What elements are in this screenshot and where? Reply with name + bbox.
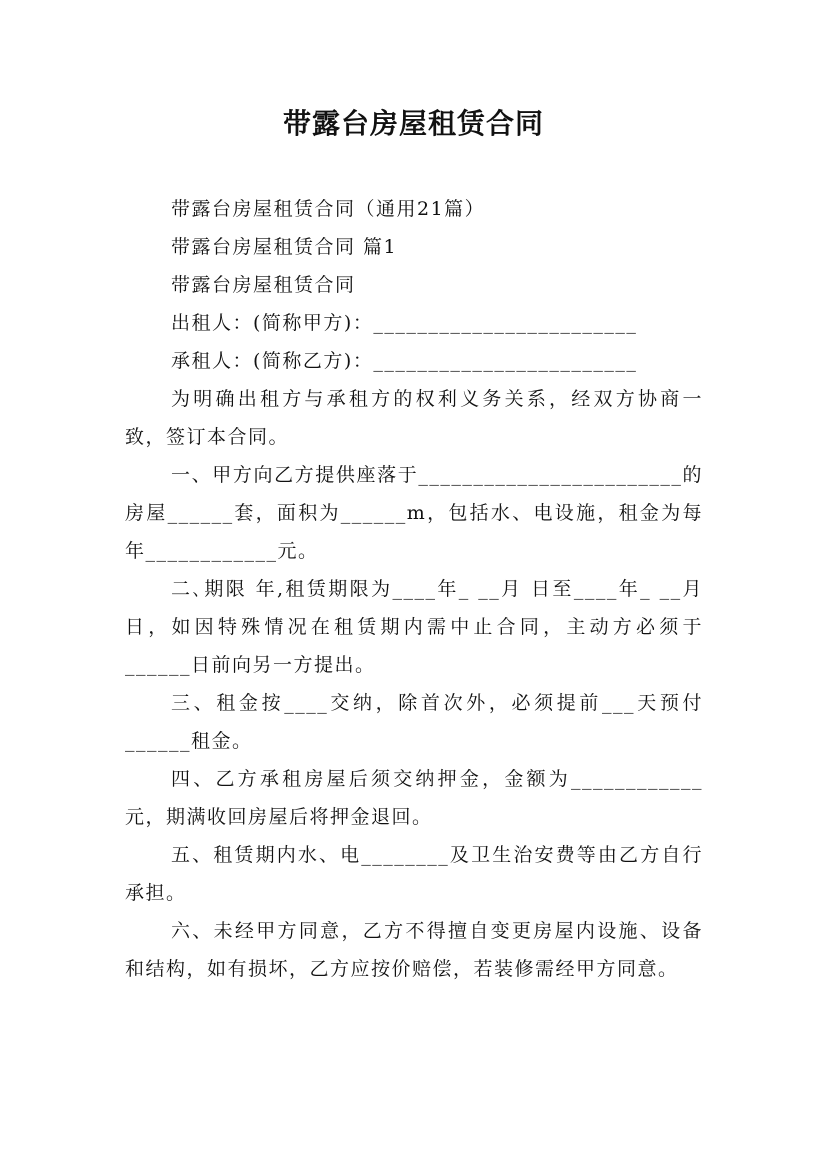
document-body [125,190,703,988]
contract-name-line: 带露台房屋租赁合同 [171,274,356,296]
clause-1-paragraph: 一、甲方向乙方提供座落于________________________的房屋______套，面积为______m，包括水、电设施，租金为每年____________元。 [125,464,703,562]
section-heading: 带露台房屋租赁合同 篇1 [171,236,398,258]
intro-paragraph: 为明确出租方与承租方的权利义务关系，经双方协商一致，签订本合同。 [125,388,703,448]
lessor-line: 出租人：(简称甲方)：________________________ [171,312,638,334]
document-title: 带露台房屋租赁合同 [282,107,544,140]
lessee-line: 承租人：(简称乙方)：________________________ [171,350,638,372]
clause-6-paragraph: 六、未经甲方同意，乙方不得擅自变更房屋内设施、设备和结构，如有损坏，乙方应按价赔偿，若装修需经甲方同意。 [125,920,703,980]
heading-line: 带露台房屋租赁合同（通用21篇） [171,198,486,220]
clause-2-paragraph: 二､期限 年,租赁期限为____年_ __月 日至____年_ __月 日，如因特殊情况在租赁期内需中止合同，主动方必须于______日前向另一方提出。 [125,578,703,676]
clause-3-paragraph: 三、租金按____交纳，除首次外，必须提前___天预付______租金。 [125,692,703,752]
clause-5-paragraph: 五、租赁期内水、电________及卫生治安费等由乙方自行承担。 [125,844,703,904]
clause-4-paragraph: 四、乙方承租房屋后须交纳押金，金额为____________元，期满收回房屋后将押金退回。 [125,768,703,828]
